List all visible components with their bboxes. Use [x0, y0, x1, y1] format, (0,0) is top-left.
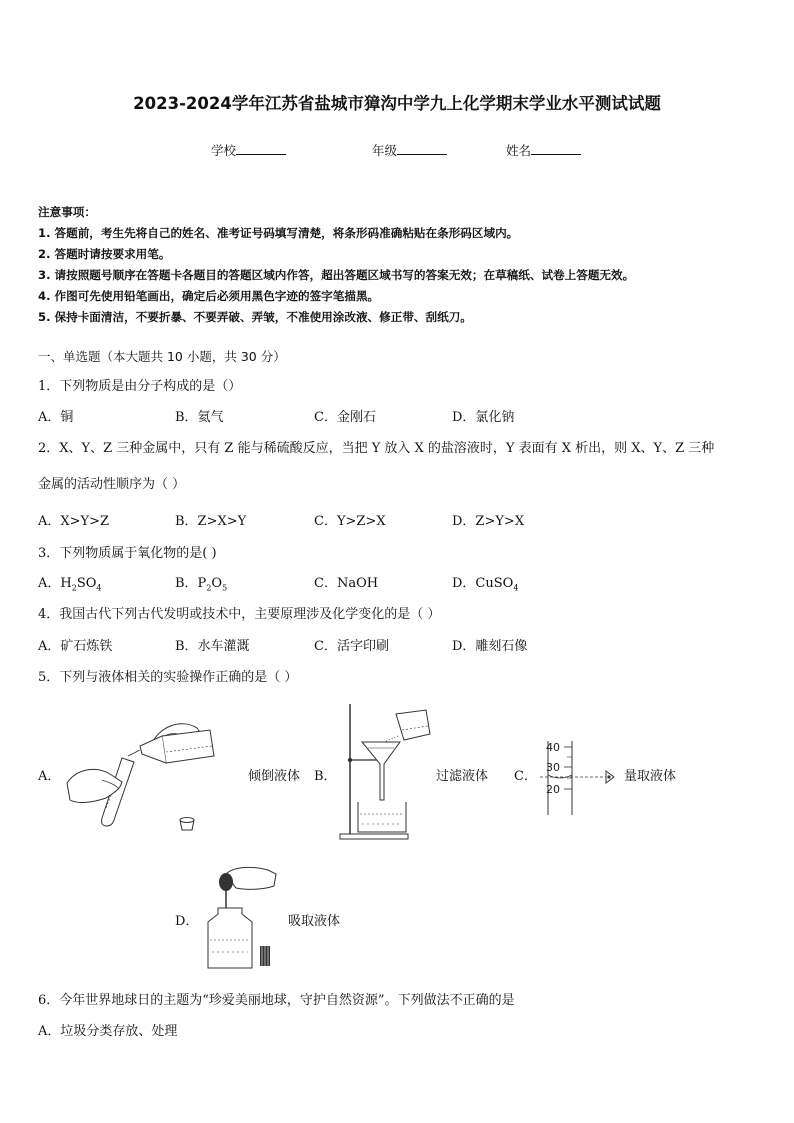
note-item: 1. 答题前，考生先将自己的姓名、准考证号码填写清楚，将条形码准确粘贴在条形码区域内。 [38, 226, 519, 240]
notes-block [38, 202, 634, 328]
q4-option-c[interactable]: C．活字印刷 [314, 639, 389, 654]
question-1-stem: 1．下列物质是由分子构成的是（） [38, 379, 242, 394]
q5-option-d-caption: 吸取液体 [288, 914, 341, 929]
grade-blank[interactable] [397, 141, 447, 155]
pour-liquid-illustration [62, 708, 222, 833]
q1-option-d[interactable]: D．氯化钠 [452, 410, 515, 425]
q3-option-b[interactable]: B．$P_2O_5$ [175, 576, 228, 593]
q4-option-b[interactable]: B．水车灌溉 [175, 639, 250, 654]
page-title: 2023-2024学年江苏省盐城市獐沟中学九上化学期末学业水平测试试题 [133, 94, 661, 113]
graduated-cylinder-illustration [540, 735, 624, 817]
note-item: 3. 请按照题号顺序在答题卡各题目的答题区域内作答，超出答题区域书写的答案无效；在草稿纸、试卷上答题无效。 [38, 268, 635, 282]
filter-liquid-illustration [336, 700, 436, 842]
note-item: 4. 作图可先使用铅笔画出，确定后必须用黑色字迹的签字笔描黑。 [38, 289, 380, 303]
q6-option-a[interactable]: A．垃圾分类存放、处理 [38, 1024, 178, 1039]
q2-option-d[interactable]: D．Z>Y>X [452, 514, 525, 529]
q1-option-c[interactable]: C．金刚石 [314, 410, 376, 425]
q3-option-d[interactable]: D．CuSO$_4$ [452, 576, 519, 593]
q5-option-c-label[interactable]: C． [514, 769, 537, 784]
school-blank[interactable] [236, 141, 286, 155]
cylinder-tick-40: 40 [546, 741, 560, 754]
question-4-stem: 4．我国古代下列古代发明或技术中，主要原理涉及化学变化的是（ ） [38, 607, 441, 622]
question-6-stem: 6．今年世界地球日的主题为“珍爱美丽地球，守护自然资源”。下列做法不正确的是 [38, 993, 515, 1008]
q2-option-b[interactable]: B．Z>X>Y [175, 514, 247, 529]
question-5-stem: 5．下列与液体相关的实验操作正确的是（ ） [38, 670, 298, 685]
note-item: 5. 保持卡面清洁，不要折暴、不要弄破、弄皱，不准使用涂改液、修正带、刮纸刀。 [38, 310, 472, 324]
school-field[interactable] [211, 141, 286, 159]
grade-label: 年级 [372, 143, 398, 158]
cylinder-tick-30: 30 [546, 761, 560, 774]
q2-option-a[interactable]: A．X>Y>Z [38, 514, 110, 529]
q5-option-a-label[interactable]: A． [38, 769, 61, 784]
section-heading: 一、单选题（本大题共 10 小题，共 30 分） [38, 349, 286, 364]
q4-option-a[interactable]: A．矿石炼铁 [38, 639, 113, 654]
q5-option-c-caption: 量取液体 [624, 769, 677, 784]
question-2-stem-line1: 2．X、Y、Z 三种金属中，只有 Z 能与稀硫酸反应，当把 Y 放入 X 的盐溶液时，Y 表面有 X 析出，则 X、Y、Z 三种 [38, 441, 715, 456]
q4-option-d[interactable]: D．雕刻石像 [452, 639, 528, 654]
question-2-stem-line2: 金属的活动性顺序为（ ） [38, 477, 186, 492]
q2-option-c[interactable]: C．Y>Z>X [314, 514, 386, 529]
grade-field[interactable] [372, 141, 447, 159]
q3-option-a[interactable]: A．$H_2SO_4$ [38, 576, 102, 593]
school-label: 学校 [211, 143, 237, 158]
cylinder-tick-20: 20 [546, 783, 560, 796]
q5-option-d-label[interactable]: D． [175, 914, 199, 929]
name-blank[interactable] [531, 141, 581, 155]
name-label: 姓名 [506, 143, 532, 158]
dropper-illustration [204, 864, 284, 974]
q5-option-b-caption: 过滤液体 [436, 769, 489, 784]
name-field[interactable] [506, 141, 581, 159]
notes-heading: 注意事项： [38, 205, 96, 219]
q1-option-a[interactable]: A．铜 [38, 410, 74, 425]
q5-option-b-label[interactable]: B． [314, 769, 337, 784]
note-item: 2. 答题时请按要求用笔。 [38, 247, 171, 261]
question-3-stem: 3．下列物质属于氧化物的是( ) [38, 546, 217, 561]
q5-option-a-caption: 倾倒液体 [248, 769, 301, 784]
q1-option-b[interactable]: B．氦气 [175, 410, 224, 425]
q3-option-c[interactable]: C．NaOH [314, 576, 379, 591]
